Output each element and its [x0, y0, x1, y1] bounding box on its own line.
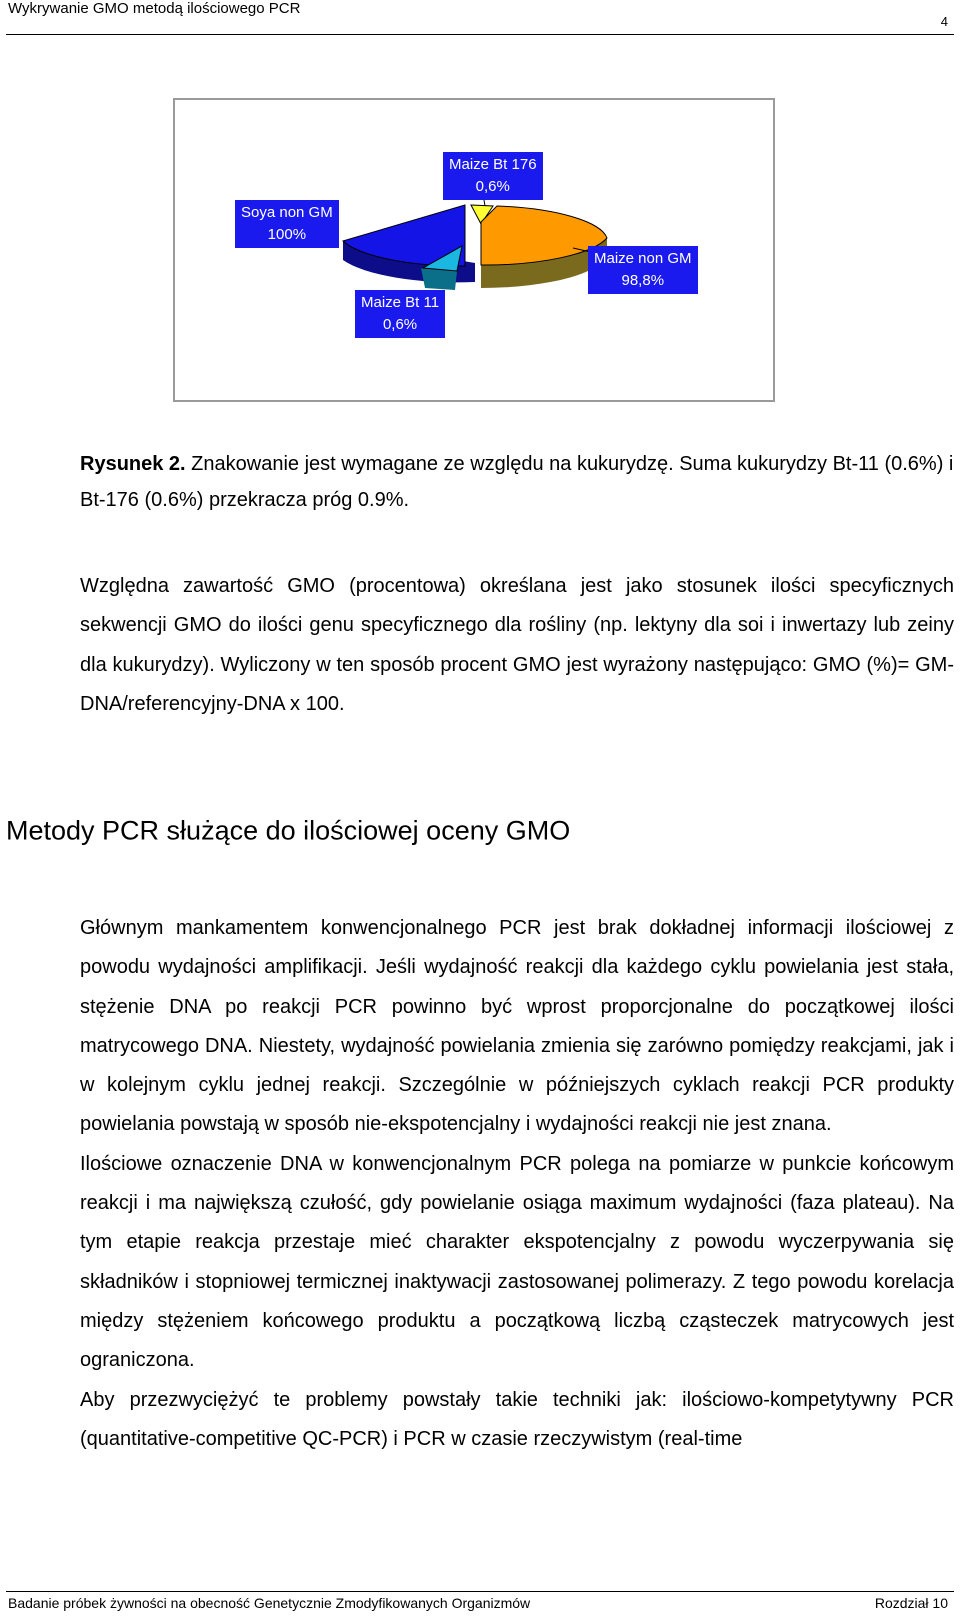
callout-soya [235, 200, 339, 248]
callout-bt176-name: Maize Bt 176 [449, 156, 537, 173]
footer-book-title: Badanie próbek żywności na obecność Genetycznie Zmodyfikowanych Organizmów [8, 1595, 531, 1611]
pie-slice-bt11-side [421, 268, 457, 290]
document-title: Wykrywanie GMO metodą ilościowego PCR [8, 0, 301, 17]
callout-bt176 [443, 152, 543, 200]
callout-bt176-value: 0,6% [475, 178, 510, 195]
callout-soya-value: 100% [267, 226, 307, 243]
figure-caption-label: Rysunek 2. [80, 453, 186, 475]
callout-bt11-name: Maize Bt 11 [361, 294, 440, 311]
section-body [80, 909, 954, 1459]
header-divider [6, 34, 954, 35]
callout-bt11-value: 0,6% [382, 316, 418, 333]
section-heading: Metody PCR służące do ilościowej oceny GMO [6, 815, 571, 846]
callout-maize-non-name: Maize non GM [594, 250, 692, 267]
figure-caption-text: Znakowanie jest wymagane ze względu na kukurydzę. Suma kukurydzy Bt-11 (0.6%) i Bt-176 (0.6%) przekracza próg 0.9%. [80, 453, 954, 511]
paragraph-relative-gmo: Względna zawartość GMO (procentowa) określana jest jako stosunek ilości specyficznych sekwencji GMO do ilości genu specyficznego dla rośliny (np. lektyny dla soi i inwertazy lub zeiny dla kukurydzy). Wyliczony w ten sposób procent GMO jest wyrażony następująco: GMO (%)= GM-DNA/referencyjny-DNA x 100. [80, 575, 954, 715]
paragraph-endpoint-quantification: Ilościowe oznaczenie DNA w konwencjonalnym PCR polega na pomiarze w punkcie końcowym reakcji i ma największą czułość, gdy powielanie osiąga maximum wydajności (faza plateau). Na tym etapie reakcja przestaje mieć charakter ekspotencjalny z powodu wyczerpywania się składników i stopniowej termicznej inaktywacji zastosowanej polimerazy. Z tego powodu korelacja między stężeniem końcowego produktu a początkową liczbą cząsteczek matrycowych jest ograniczona. [80, 1152, 954, 1372]
footer-chapter: Rozdział 10 [874, 1595, 948, 1611]
paragraph-pcr-drawback: Głównym mankamentem konwencjonalnego PCR jest brak dokładnej informacji ilościowej z powodu wydajności amplifikacji. Jeśli wydajność reakcji dla każdego cyklu powielania jest stała, stężenie DNA po reakcji PCR powinno być wprost proporcjonalne do początkowej ilości matrycowego DNA. Niestety, wydajność powielania zmienia się zarówno pomiędzy reakcjami, jak i w kolejnym cyklu jednej reakcji. Szczególnie w późniejszych cyklach reakcji PCR produkty powielania powstają w sposób nie-ekspotencjalny i wydajności reakcji nie jest znana. [80, 917, 954, 1136]
callout-bt11 [355, 290, 445, 338]
paragraph-techniques: Aby przezwyciężyć te problemy powstały takie techniki jak: ilościowo-kompetytywny PCR (quantitative-competitive QC-PCR) i PCR w czasie rzeczywistym (real-time [80, 1388, 954, 1450]
callout-maize-non-value: 98,8% [621, 272, 665, 289]
pie-chart-frame [173, 98, 775, 402]
footer-divider [6, 1591, 954, 1592]
callout-maize-non [588, 246, 698, 294]
callout-soya-name: Soya non GM [241, 204, 333, 221]
figure-caption [80, 446, 954, 518]
page-number: 4 [940, 14, 948, 29]
